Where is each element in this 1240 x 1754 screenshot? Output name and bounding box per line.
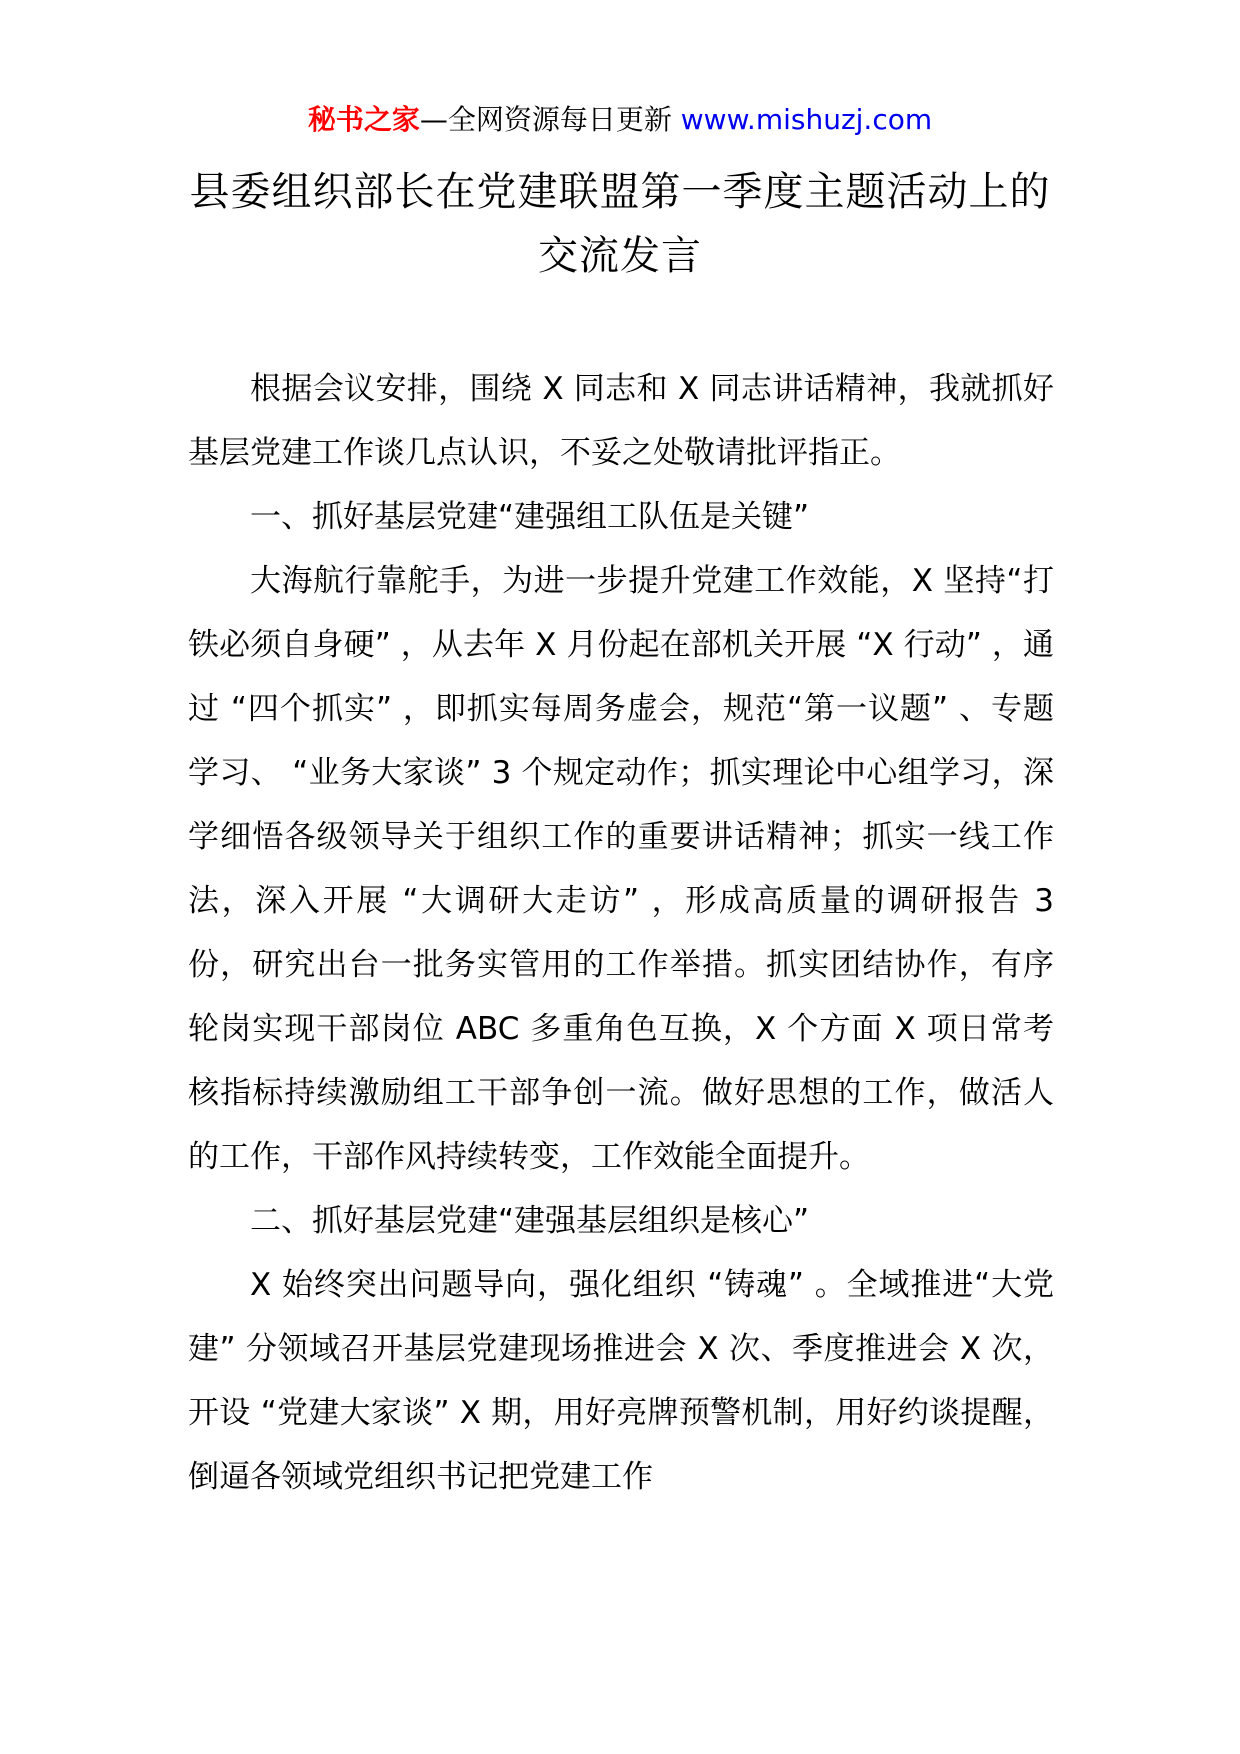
section-heading-1: 一、抓好基层党建“建强组工队伍是关键” [250,499,810,535]
section-1-paragraph: 大海航行靠舵手，为进一步提升党建工作效能，X 坚持“打铁必须自身硬” ，从去年 X 月份起在部机关开展 “X 行动” ，通过 “四个抓实” ，即抓实每周务虚会，规范“第一议题” 、专题学习、 “业务大家谈” 3 个规定动作；抓实理论中心组学习，深学细悟各级领导关于组织工作的重要讲话精神；抓实一线工作法，深入开展 “大调研大走访” ，形成高质量的调研报告 3 份，研究出台一批务实管用的工作举措。抓实团结协作，有序轮岗实现干部岗位 ABC 多重角色互换，X 个方面 X 项日常考核指标持续激励组工干部争创一流。做好思想的工作，做活人的工作，干部作风持续转变，工作效能全面提升。 [188,563,1054,1175]
page-title: 县委组织部长在党建联盟第一季度主题活动上的交流发言 [189,169,1051,279]
section-heading-2: 二、抓好基层党建“建强基层组织是核心” [250,1203,810,1239]
document-body [188,357,1054,1509]
site-url-link[interactable]: www.mishuzj.com [680,103,933,136]
header-slogan: —全网资源每日更新 [419,103,681,136]
brand-name: 秘书之家 [307,103,420,136]
site-header [0,100,1240,140]
section-2-paragraph: X 始终突出问题导向，强化组织 “铸魂” 。全域推进“大党建” 分领域召开基层党建现场推进会 X 次、季度推进会 X 次，开设 “党建大家谈” X 期，用好亮牌预警机制，用好约谈提醒，倒逼各领域党组织书记把党建工作 [188,1267,1054,1495]
intro-paragraph: 根据会议安排，围绕 X 同志和 X 同志讲话精神，我就抓好基层党建工作谈几点认识，不妥之处敬请批评指正。 [188,371,1054,471]
